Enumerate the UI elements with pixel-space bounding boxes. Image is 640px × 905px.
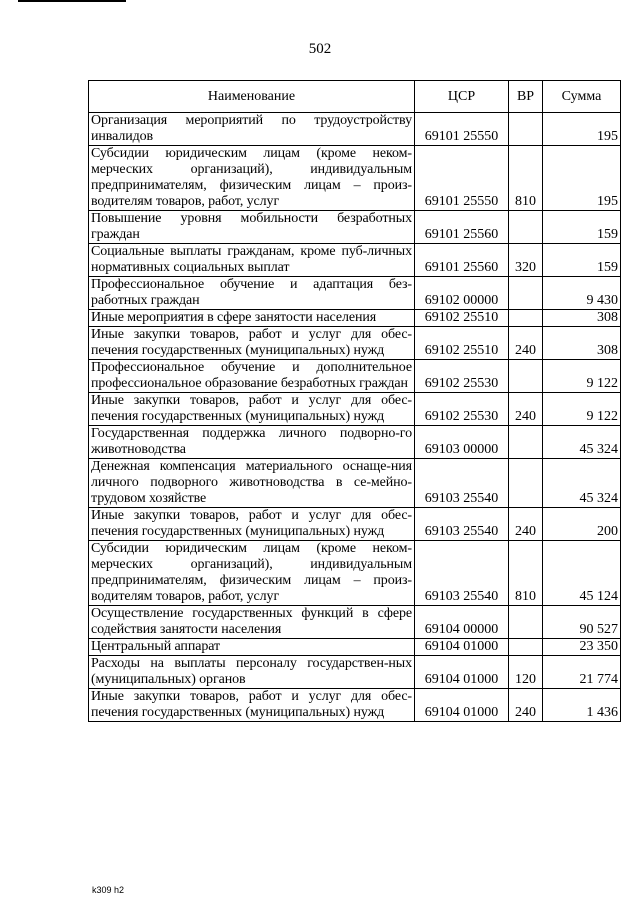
table-row <box>89 656 621 689</box>
cell-name: Социальные выплаты гражданам, кроме пуб-личных нормативных социальных выплат <box>89 244 415 277</box>
cell-vr: 240 <box>509 393 543 426</box>
cell-name: Иные закупки товаров, работ и услуг для обес-печения государственных (муниципальных) нужд <box>89 393 415 426</box>
table-row <box>89 426 621 459</box>
cell-sum: 159 <box>543 211 621 244</box>
cell-csr: 69101 25560 <box>415 244 509 277</box>
cell-vr <box>509 426 543 459</box>
cell-csr: 69103 25540 <box>415 508 509 541</box>
cell-vr: 810 <box>509 146 543 211</box>
cell-name: Иные закупки товаров, работ и услуг для обес-печения государственных (муниципальных) нужд <box>89 689 415 722</box>
cell-csr: 69102 25510 <box>415 327 509 360</box>
table-row <box>89 360 621 393</box>
header-sum: Сумма <box>543 81 621 113</box>
table-row <box>89 113 621 146</box>
cell-csr: 69102 25510 <box>415 310 509 327</box>
cell-sum: 45 324 <box>543 459 621 508</box>
cell-name: Иные закупки товаров, работ и услуг для обес-печения государственных (муниципальных) нужд <box>89 327 415 360</box>
cell-vr: 240 <box>509 327 543 360</box>
cell-sum: 9 430 <box>543 277 621 310</box>
cell-sum: 195 <box>543 146 621 211</box>
cell-vr: 320 <box>509 244 543 277</box>
cell-vr: 240 <box>509 689 543 722</box>
cell-sum: 23 350 <box>543 639 621 656</box>
cell-sum: 195 <box>543 113 621 146</box>
table-row <box>89 211 621 244</box>
cell-vr <box>509 113 543 146</box>
page-number: 502 <box>308 41 332 57</box>
cell-sum: 45 324 <box>543 426 621 459</box>
cell-vr <box>509 459 543 508</box>
cell-vr <box>509 310 543 327</box>
cell-csr: 69103 00000 <box>415 426 509 459</box>
cell-csr: 69103 25540 <box>415 459 509 508</box>
cell-sum: 9 122 <box>543 393 621 426</box>
cell-name: Осуществление государственных функций в сфере содействия занятости населения <box>89 606 415 639</box>
cell-csr: 69101 25550 <box>415 146 509 211</box>
cell-csr: 69102 25530 <box>415 360 509 393</box>
cell-vr <box>509 639 543 656</box>
cell-vr <box>509 606 543 639</box>
header-csr: ЦСР <box>415 81 509 113</box>
cell-vr <box>509 211 543 244</box>
cell-sum: 1 436 <box>543 689 621 722</box>
cell-name: Профессиональное обучение и дополнительное профессиональное образование безработных граждан <box>89 360 415 393</box>
cell-name: Расходы на выплаты персоналу государствен-ных (муниципальных) органов <box>89 656 415 689</box>
cell-sum: 90 527 <box>543 606 621 639</box>
cell-name: Профессиональное обучение и адаптация без-работных граждан <box>89 277 415 310</box>
cell-vr <box>509 277 543 310</box>
table-row <box>89 639 621 656</box>
cell-vr <box>509 360 543 393</box>
cell-sum: 45 124 <box>543 541 621 606</box>
cell-name: Иные мероприятия в сфере занятости населения <box>89 310 415 327</box>
table-row <box>89 508 621 541</box>
table-row <box>89 606 621 639</box>
cell-name: Денежная компенсация материального оснаще-ния личного подворного животноводства в се-мейно-трудовом хозяйстве <box>89 459 415 508</box>
table-row <box>89 310 621 327</box>
table-row <box>89 277 621 310</box>
cell-csr: 69101 25560 <box>415 211 509 244</box>
cell-name: Иные закупки товаров, работ и услуг для обес-печения государственных (муниципальных) нужд <box>89 508 415 541</box>
cell-vr: 120 <box>509 656 543 689</box>
cell-csr: 69104 00000 <box>415 606 509 639</box>
table-row <box>89 244 621 277</box>
table-row <box>89 393 621 426</box>
cell-name: Государственная поддержка личного подворно-го животноводства <box>89 426 415 459</box>
cell-vr: 240 <box>509 508 543 541</box>
cell-csr: 69102 00000 <box>415 277 509 310</box>
cell-csr: 69101 25550 <box>415 113 509 146</box>
cell-csr: 69104 01000 <box>415 639 509 656</box>
header-vr: ВР <box>509 81 543 113</box>
cell-sum: 308 <box>543 310 621 327</box>
header-name: Наименование <box>89 81 415 113</box>
cell-sum: 9 122 <box>543 360 621 393</box>
cell-sum: 200 <box>543 508 621 541</box>
cell-csr: 69103 25540 <box>415 541 509 606</box>
table-row <box>89 459 621 508</box>
cell-name: Центральный аппарат <box>89 639 415 656</box>
table-row <box>89 689 621 722</box>
cell-name: Субсидии юридическим лицам (кроме неком-мерческих организаций), индивидуальным предпринимателям, физическим лицам – произ-водителям товаров, работ, услуг <box>89 541 415 606</box>
cell-sum: 159 <box>543 244 621 277</box>
cell-name: Повышение уровня мобильности безработных граждан <box>89 211 415 244</box>
cell-csr: 69104 01000 <box>415 656 509 689</box>
footer-code: k309 h2 <box>92 885 125 895</box>
cell-sum: 308 <box>543 327 621 360</box>
table-header-row <box>89 81 621 113</box>
top-rule <box>18 0 126 2</box>
cell-csr: 69102 25530 <box>415 393 509 426</box>
cell-csr: 69104 01000 <box>415 689 509 722</box>
table-row <box>89 541 621 606</box>
cell-vr: 810 <box>509 541 543 606</box>
budget-table <box>88 80 621 722</box>
table-row <box>89 146 621 211</box>
cell-name: Организация мероприятий по трудоустройству инвалидов <box>89 113 415 146</box>
table-row <box>89 327 621 360</box>
cell-name: Субсидии юридическим лицам (кроме неком-мерческих организаций), индивидуальным предпринимателям, физическим лицам – произ-водителям товаров, работ, услуг <box>89 146 415 211</box>
cell-sum: 21 774 <box>543 656 621 689</box>
